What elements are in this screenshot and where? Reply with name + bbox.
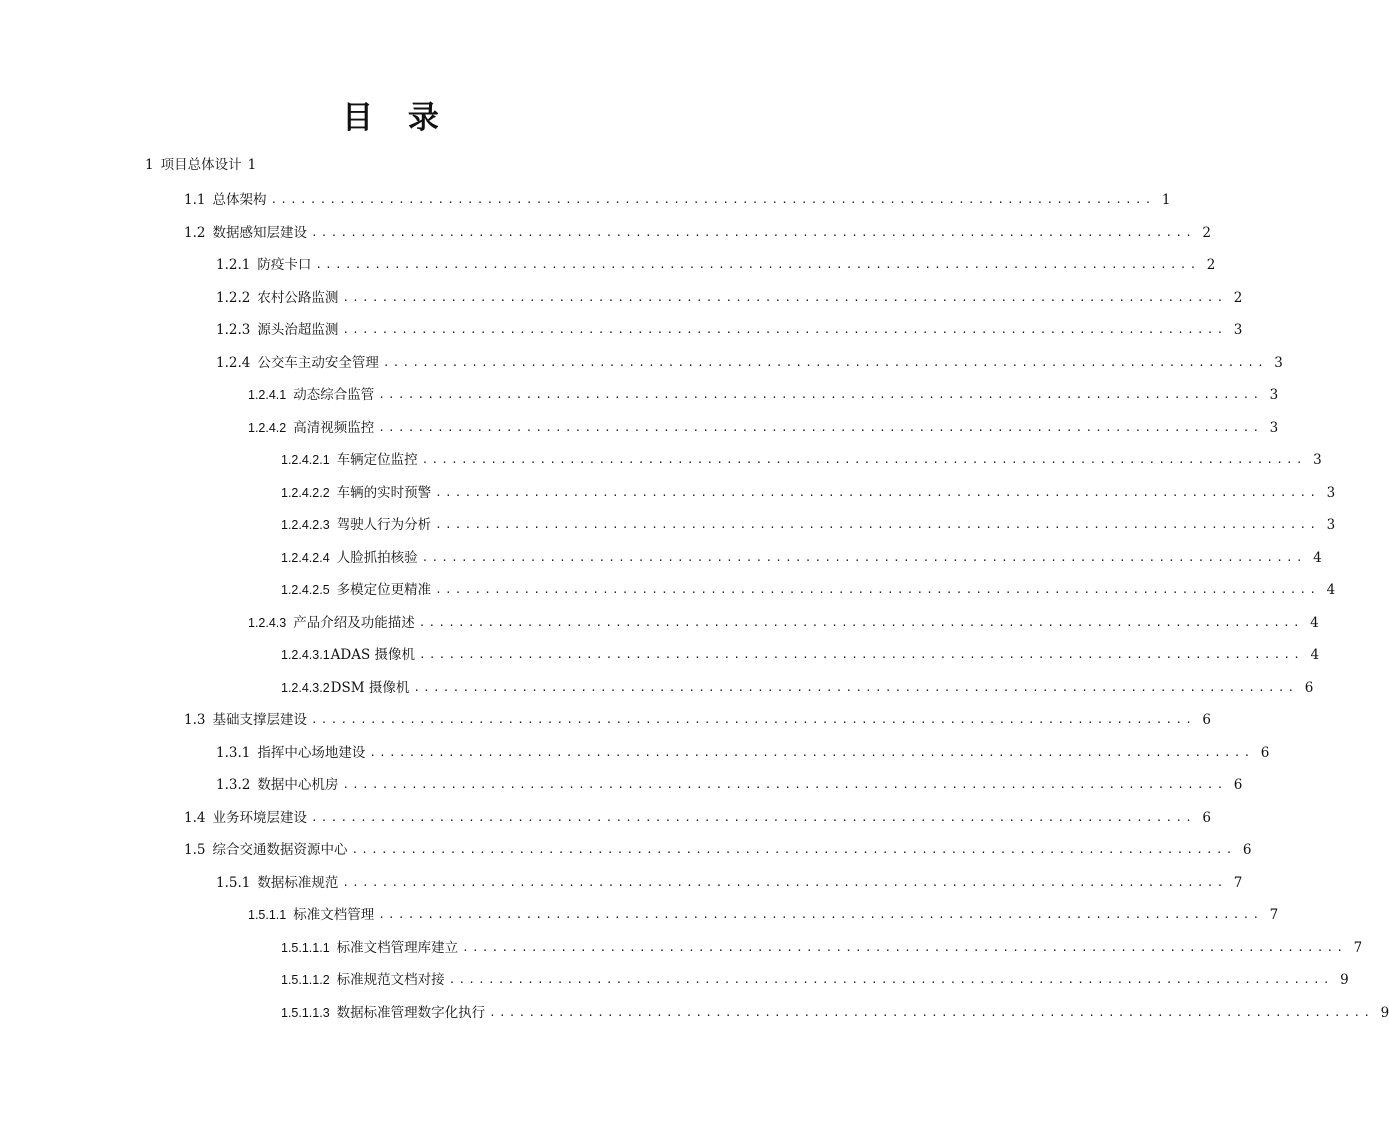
toc-entry-title: 数据标准规范 [257,875,339,891]
toc-entry-number: 1.4 [184,810,206,826]
toc-entry-title: 防疫卡口 [257,257,312,273]
toc-entry-title: 总体架构 [212,192,267,208]
toc-entry[interactable] [281,936,1363,960]
toc-leader-dots: .......................................................................................... [435,518,1320,531]
toc-entry-page: 1 [247,157,257,173]
toc-leader-dots: .......................................................................................... [462,941,1347,954]
toc-entry-number: 1.5.1.1.2 [281,973,330,987]
toc-entry-page: 6 [1202,810,1212,826]
toc-entry-page: 6 [1233,777,1243,793]
toc-leader-dots: .......................................................................................... [378,908,1263,921]
toc-leader-dots: .......................................................................................... [435,486,1320,499]
toc-entry-number: 1.2.3 [216,322,251,338]
toc-entry-title: 驾驶人行为分析 [336,517,432,533]
toc-entry-page: 3 [1233,322,1243,338]
toc-entry-title: 数据中心机房 [257,777,339,793]
toc-entry-title: 车辆的实时预警 [336,485,432,501]
toc-entry-page: 3 [1274,355,1283,371]
toc-entry-number: 1.3.1 [216,745,251,761]
toc-entry-page: 2 [1202,225,1212,241]
toc-entry-title: 动态综合监管 [293,387,375,403]
toc-entry-page: 6 [1260,745,1270,761]
toc-entry[interactable] [184,708,1212,732]
toc-entry-title: 产品介绍及功能描述 [293,615,415,631]
toc-entry[interactable] [281,578,1336,602]
toc-entry-page: 4 [1326,582,1336,598]
toc-leader-dots: .......................................................................................... [448,973,1333,986]
toc-entry[interactable] [281,448,1322,472]
toc-entry[interactable] [216,253,1216,277]
toc-entry-number: 1.2.4.2.5 [281,583,330,597]
toc-entry[interactable] [281,481,1336,505]
toc-entry-number: 1.2.1 [216,257,251,273]
toc-entry-title: 高清视频监控 [293,420,375,436]
toc-leader-dots: .......................................................................................... [418,616,1303,629]
toc-entry[interactable] [281,676,1314,700]
toc-entry-title: 源头治超监测 [257,322,339,338]
toc-entry-title: 指挥中心场地建设 [257,745,366,761]
toc-entry[interactable] [216,351,1283,375]
toc-leader-dots: .......................................................................................... [369,746,1254,759]
toc-entry-number: 1.3.2 [216,777,251,793]
toc-entry[interactable] [281,643,1320,667]
toc-leader-dots: .......................................................................................... [421,551,1306,564]
toc-entry[interactable] [248,416,1279,440]
toc-entry[interactable] [281,968,1349,992]
toc-entry-page: 2 [1233,290,1243,306]
toc-leader-dots: .......................................................................................... [489,1006,1374,1019]
toc-entry[interactable] [145,153,305,177]
toc-entry[interactable] [216,871,1243,895]
toc-leader-dots: .......................................................................................... [382,356,1267,369]
toc-entry[interactable] [216,773,1243,797]
toc-entry-number: 1.2.4.2.1 [281,453,330,467]
toc-entry-title: 数据标准管理数字化执行 [336,1005,486,1021]
toc-entry[interactable] [184,838,1252,862]
toc-entry-number: 1.1 [184,192,206,208]
toc-entry-title: 多模定位更精准 [336,582,432,598]
toc-leader-dots: .......................................................................................... [435,583,1320,596]
toc-entry[interactable] [216,741,1270,765]
toc-entry[interactable] [184,806,1212,830]
toc-entry-title: 农村公路监测 [257,290,339,306]
toc-entry-page: 6 [1304,680,1314,696]
toc-entry-title: ADAS 摄像机 [330,647,416,663]
toc-leader-dots: .......................................................................................... [413,681,1298,694]
toc-entry-number: 1.2.4 [216,355,251,371]
toc-entry-number: 1.2.4.3.2 [281,681,330,695]
toc-entry-number: 1.2.4.2.3 [281,518,330,532]
toc-entry-page: 3 [1269,387,1279,403]
toc-entry-title: 标准文档管理库建立 [336,940,459,956]
toc-entry-title: 基础支撑层建设 [212,712,307,728]
toc-leader-dots: .......................................................................................... [421,453,1306,466]
toc-entry-title: 数据感知层建设 [212,225,307,241]
toc-leader-dots: .......................................................................................... [342,876,1227,889]
toc-entry[interactable] [281,1001,1389,1025]
toc-entry-title: 标准规范文档对接 [336,972,445,988]
toc-entry-number: 1.2 [184,225,206,241]
toc-entry-page: 1 [1161,192,1171,208]
toc-entry-number: 1.2.4.2.2 [281,486,330,500]
toc-leader-dots: .......................................................................................... [270,193,1155,206]
toc-entry-page: 4 [1313,550,1322,566]
toc-entry-page: 3 [1269,420,1279,436]
toc-leader-dots: .......................................................................................... [315,258,1200,271]
toc-entry-page: 4 [1310,615,1319,631]
toc-entry[interactable] [216,286,1243,310]
toc-entry-number: 1.5 [184,842,206,858]
toc-leader-dots: .......................................................................................... [419,648,1304,661]
toc-entry-title: 项目总体设计 [160,157,242,173]
toc-entry-number: 1.5.1.1.3 [281,1006,330,1020]
toc-entry-page: 4 [1310,647,1320,663]
toc-leader-dots: .......................................................................................... [378,388,1263,401]
toc-entry-title: 车辆定位监控 [336,452,418,468]
toc-entry-number: 1.2.4.2.4 [281,551,330,565]
toc-entry-number: 1.2.4.3.1 [281,648,330,662]
toc-entry-page: 3 [1313,452,1322,468]
toc-entry-title: DSM 摄像机 [330,680,410,696]
toc-leader-dots: .......................................................................................... [342,778,1227,791]
toc-leader-dots: .......................................................................................... [342,323,1227,336]
toc-leader-dots: .......................................................................................... [310,811,1196,824]
toc-entry-page: 7 [1353,940,1363,956]
toc-entry[interactable] [216,318,1243,342]
toc-entry-title: 标准文档管理 [293,907,375,923]
toc-entry-number: 1.5.1.1.1 [281,941,330,955]
toc-entry[interactable] [281,513,1336,537]
toc-entry-page: 6 [1202,712,1212,728]
toc-entry[interactable] [248,383,1279,407]
toc-entry-number: 1.5.1 [216,875,251,891]
toc-entry-title: 综合交通数据资源中心 [212,842,348,858]
toc-entry-page: 9 [1380,1005,1389,1021]
toc-leader-dots: .......................................................................................... [378,421,1263,434]
toc-entry-page: 9 [1340,972,1349,988]
toc-entry-title: 业务环境层建设 [212,810,307,826]
toc-leader-dots: .......................................................................................... [342,291,1227,304]
toc-entry-page: 7 [1269,907,1279,923]
toc-entry-number: 1.2.4.3 [248,616,287,630]
toc-entry-number: 1.2.4.1 [248,388,287,402]
toc-entry[interactable] [184,221,1212,245]
toc-entry-number: 1.2.4.2 [248,421,287,435]
toc-entry-number: 1.3 [184,712,206,728]
toc-entry-number: 1 [145,157,154,173]
toc-entry-page: 2 [1206,257,1216,273]
toc-entry-page: 3 [1326,485,1336,501]
page-title: 目 录 [342,100,451,136]
toc-entry-page: 6 [1242,842,1252,858]
toc-entry-page: 3 [1326,517,1336,533]
toc-entry-page: 7 [1233,875,1243,891]
toc-entry-number: 1.5.1.1 [248,908,287,922]
toc-leader-dots: .......................................................................................... [310,226,1196,239]
toc-leader-dots: .......................................................................................... [351,843,1236,856]
toc-entry[interactable] [248,903,1279,927]
toc-entry[interactable] [281,546,1322,570]
toc-leader-dots: .......................................................................................... [310,713,1196,726]
toc-entry[interactable] [184,188,1171,212]
toc-entry-title: 公交车主动安全管理 [257,355,379,371]
toc-entry-title: 人脸抓拍核验 [336,550,418,566]
toc-entry[interactable] [248,611,1319,635]
toc-entry-number: 1.2.2 [216,290,251,306]
